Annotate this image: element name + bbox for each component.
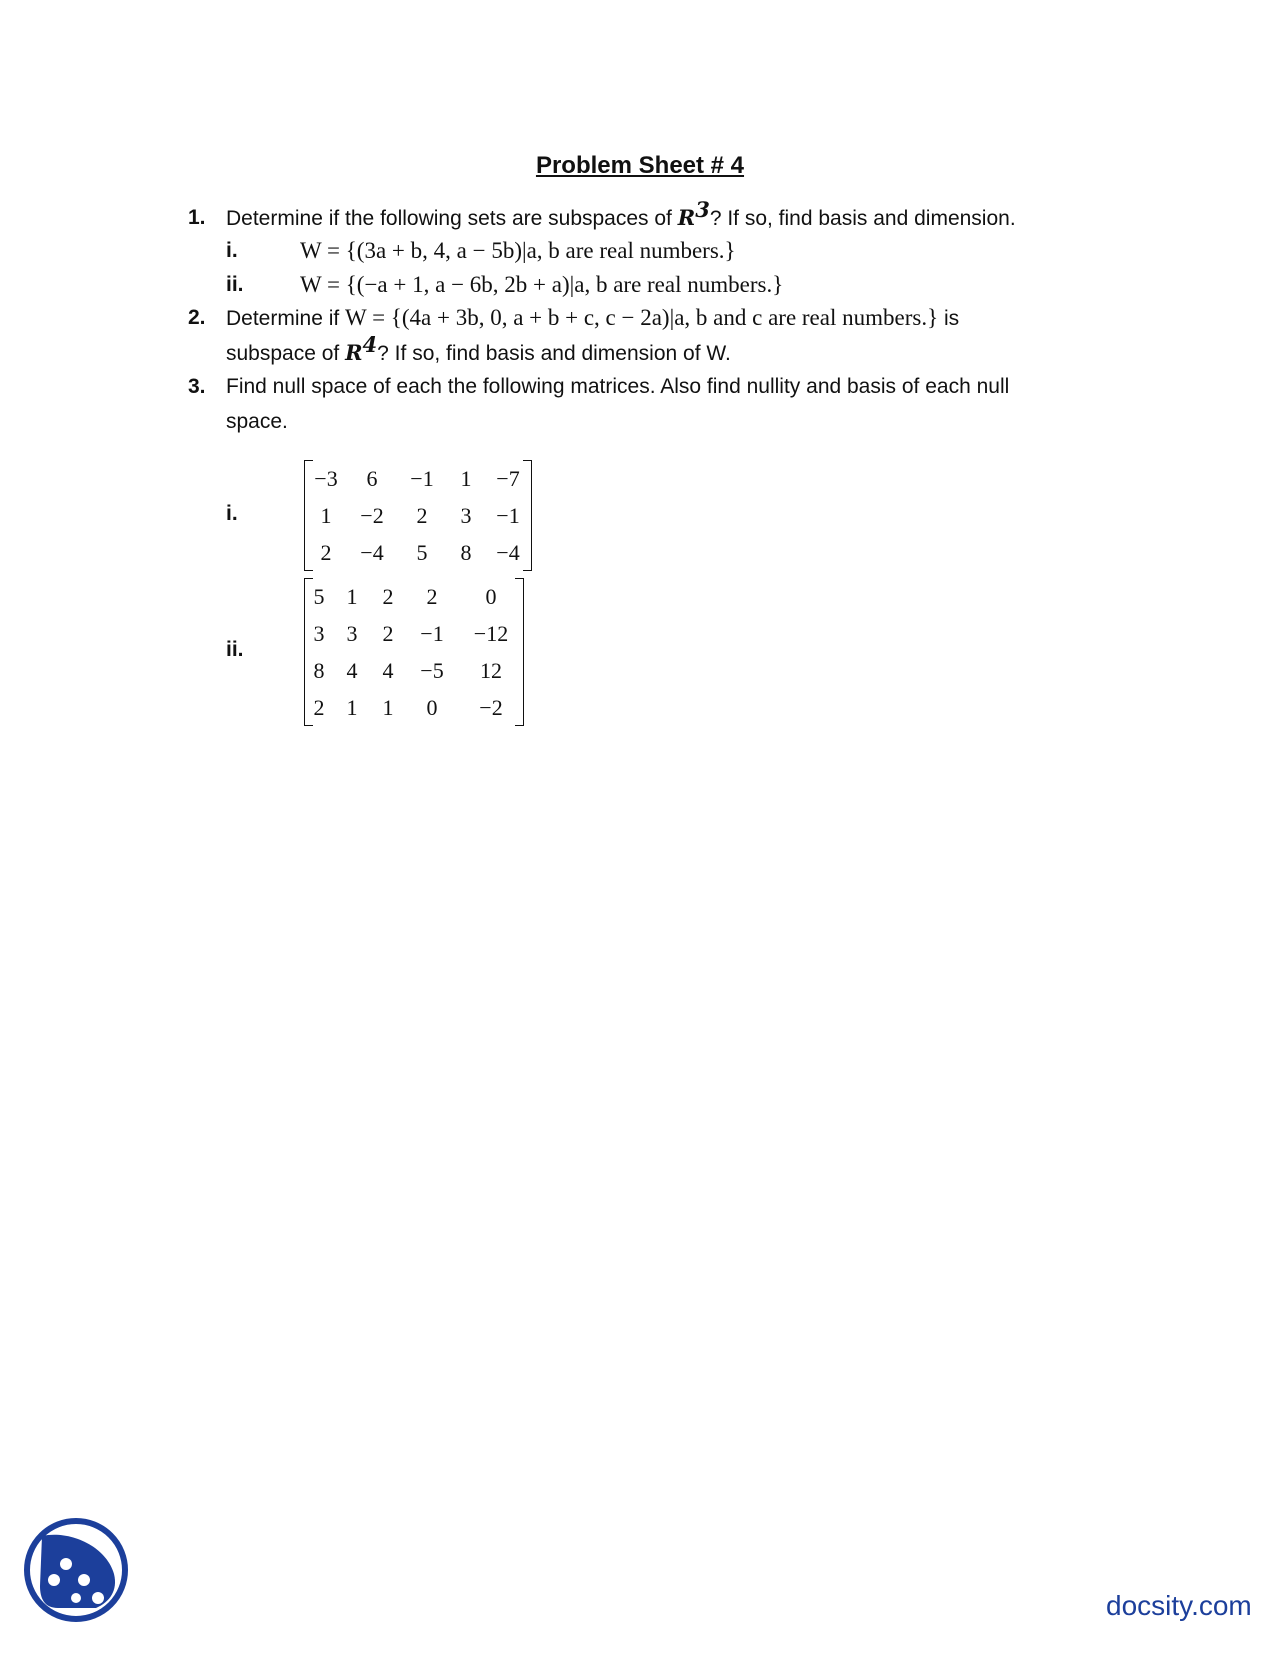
docsity-brand-link[interactable]: docsity.com bbox=[1106, 1590, 1252, 1621]
docsity-logo-icon[interactable] bbox=[22, 1516, 130, 1624]
q1-item-label: ii. bbox=[226, 273, 244, 296]
matrix-cell: 0 bbox=[485, 583, 497, 609]
page-title: Problem Sheet # 4 bbox=[535, 152, 745, 179]
question-2-text: Determine if W = {(4a + 3b, 0, a + b + c, c − 2a)|a, b and c are real numbers.} is bbox=[226, 305, 960, 330]
matrix-cell: 3 bbox=[460, 502, 472, 528]
matrix-cell: −5 bbox=[420, 657, 444, 683]
matrix-cell: −3 bbox=[314, 465, 338, 491]
matrix-cell: −4 bbox=[360, 539, 384, 565]
question-2-number: 2. bbox=[188, 306, 206, 329]
matrix-cell: 1 bbox=[346, 583, 358, 609]
matrix-cell: 1 bbox=[346, 694, 358, 720]
question-1-text: Determine if the following sets are subspaces of $R^3$? If so, find basis and dimension. bbox=[226, 197, 1016, 230]
matrix-cell: 4 bbox=[382, 657, 394, 683]
matrix-cell: −1 bbox=[420, 620, 444, 646]
matrix-cell: 1 bbox=[382, 694, 394, 720]
matrix-cell: 1 bbox=[460, 465, 472, 491]
matrix-cell: −1 bbox=[410, 465, 434, 491]
matrix-cell: −7 bbox=[496, 465, 520, 491]
q1-item-expr: W = {(3a + b, 4, a − 5b)|a, b are real numbers.} bbox=[300, 238, 736, 263]
matrix-i bbox=[304, 460, 532, 571]
matrix-cell: 2 bbox=[416, 502, 428, 528]
matrix-cell: 5 bbox=[416, 539, 428, 565]
matrix-cell: −2 bbox=[479, 694, 503, 720]
q1-item-label: i. bbox=[226, 239, 238, 262]
matrix-cell: 8 bbox=[313, 657, 325, 683]
matrix-cell: −12 bbox=[473, 620, 509, 646]
matrix-cell: 2 bbox=[426, 583, 438, 609]
matrix-cell: −1 bbox=[496, 502, 520, 528]
matrix-cell: 3 bbox=[346, 620, 358, 646]
matrix-cell: 4 bbox=[346, 657, 358, 683]
matrix-ii bbox=[304, 578, 524, 726]
matrix-cell: 2 bbox=[382, 583, 394, 609]
question-3-text-cont: space. bbox=[226, 410, 288, 433]
question-2-text-cont: subspace of $R^4$? If so, find basis and dimension of W. bbox=[226, 332, 731, 365]
question-3-number: 3. bbox=[188, 375, 206, 398]
matrix-cell: 1 bbox=[320, 502, 332, 528]
matrix-cell: −4 bbox=[496, 539, 520, 565]
matrix-cell: 2 bbox=[313, 694, 325, 720]
matrix-cell: −2 bbox=[360, 502, 384, 528]
matrix-cell: 6 bbox=[366, 465, 378, 491]
matrix-cell: 5 bbox=[313, 583, 325, 609]
question-3-text: Find null space of each the following matrices. Also find nullity and basis of each null bbox=[226, 375, 1010, 398]
matrix-label: ii. bbox=[226, 638, 244, 661]
q1-item-expr: W = {(−a + 1, a − 6b, 2b + a)|a, b are real numbers.} bbox=[300, 272, 784, 297]
question-1-number: 1. bbox=[188, 206, 206, 229]
matrix-cell: 12 bbox=[480, 657, 502, 683]
matrix-cell: 2 bbox=[320, 539, 332, 565]
matrix-label: i. bbox=[226, 502, 238, 525]
matrix-cell: 3 bbox=[313, 620, 325, 646]
matrix-cell: 2 bbox=[382, 620, 394, 646]
matrix-cell: 8 bbox=[460, 539, 472, 565]
matrix-cell: 0 bbox=[426, 694, 438, 720]
